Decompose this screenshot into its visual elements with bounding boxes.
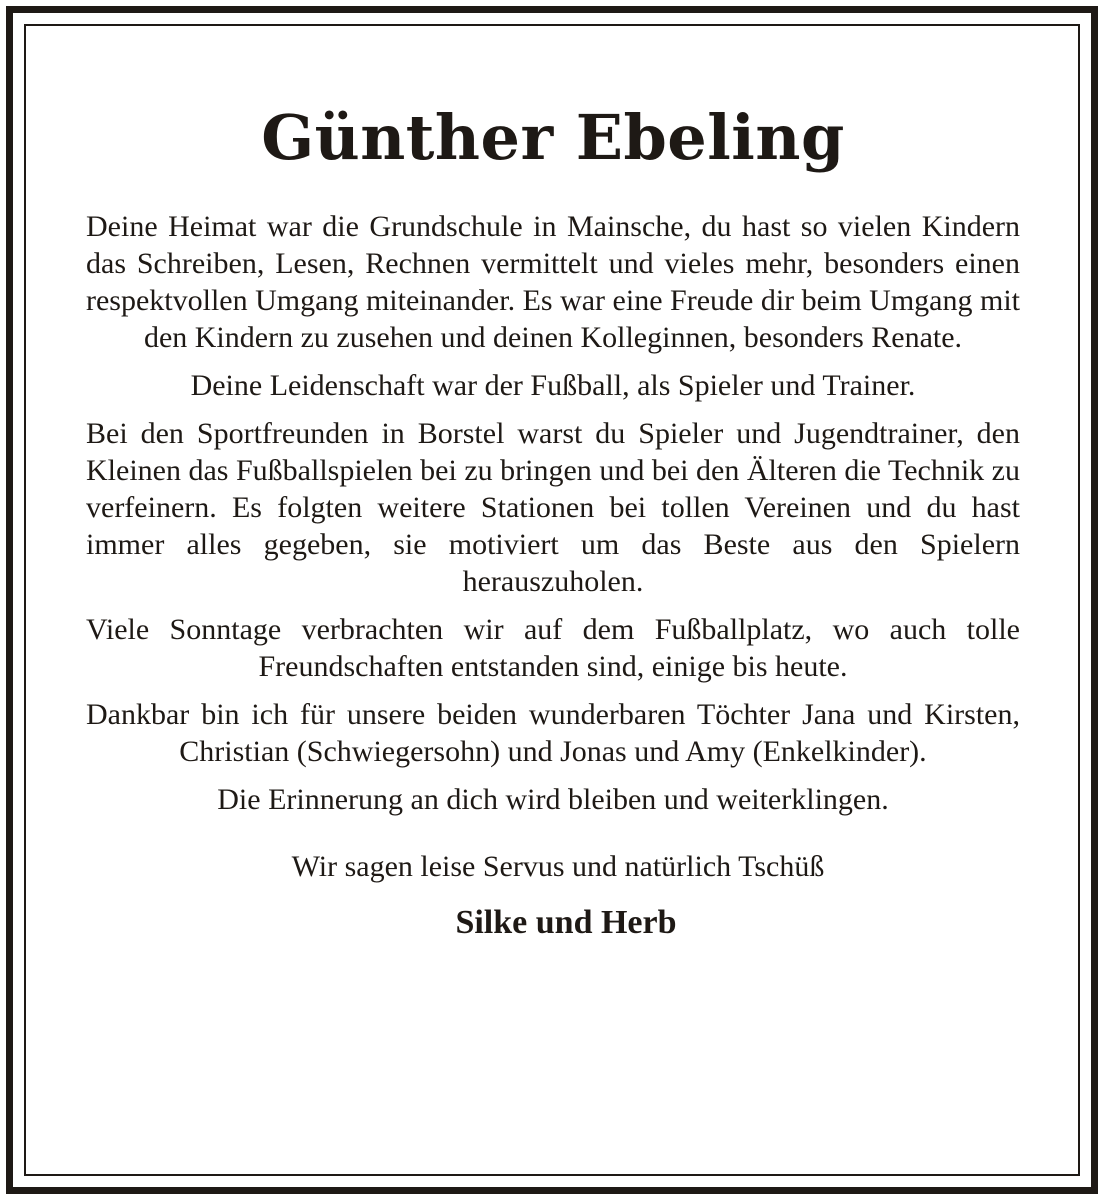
obituary-notice [86, 90, 1020, 945]
paragraph-sundays: Viele Sonntage verbrachten wir auf dem Fußballplatz, wo auch tolle Freundschaften entstanden sind, einige bis heute. [86, 613, 1020, 683]
paragraph-family: Dankbar bin ich für unsere beiden wunderbaren Töchter Jana und Kirsten, Christian (Schwiegersohn) und Jonas und Amy (Enkelkinder). [86, 698, 1020, 768]
paragraph-football-passion: Deine Leidenschaft war der Fußball, als Spieler und Trainer. [190, 369, 916, 402]
paragraph-coaching: Bei den Sportfreunden in Borstel warst du Spieler und Jugendtrainer, den Kleinen das Fußballspielen bei zu bringen und bei den Älteren die Technik zu verfeinern. Es folgten weitere Stationen bei tollen Vereinen und du hast immer alles gegeben, sie motiviert um das Beste aus den Spielern herauszuholen. [86, 417, 1020, 598]
paragraph-school: Deine Heimat war die Grundschule in Mainsche, du hast so vielen Kindern das Schreiben, Lesen, Rechnen vermittelt und vieles mehr, besonders einen respektvollen Umgang miteinander. Es war eine Freude dir beim Umgang mit den Kindern zu zusehen und deinen Kolleginnen, besonders Renate. [86, 210, 1020, 354]
paragraph-memory: Die Erinnerung an dich wird bleiben und weiterklingen. [217, 783, 889, 816]
signature: Silke und Herb [455, 904, 677, 941]
deceased-name: Günther Ebeling [261, 101, 845, 174]
closing-line: Wir sagen leise Servus und natürlich Tschüß [291, 850, 825, 883]
